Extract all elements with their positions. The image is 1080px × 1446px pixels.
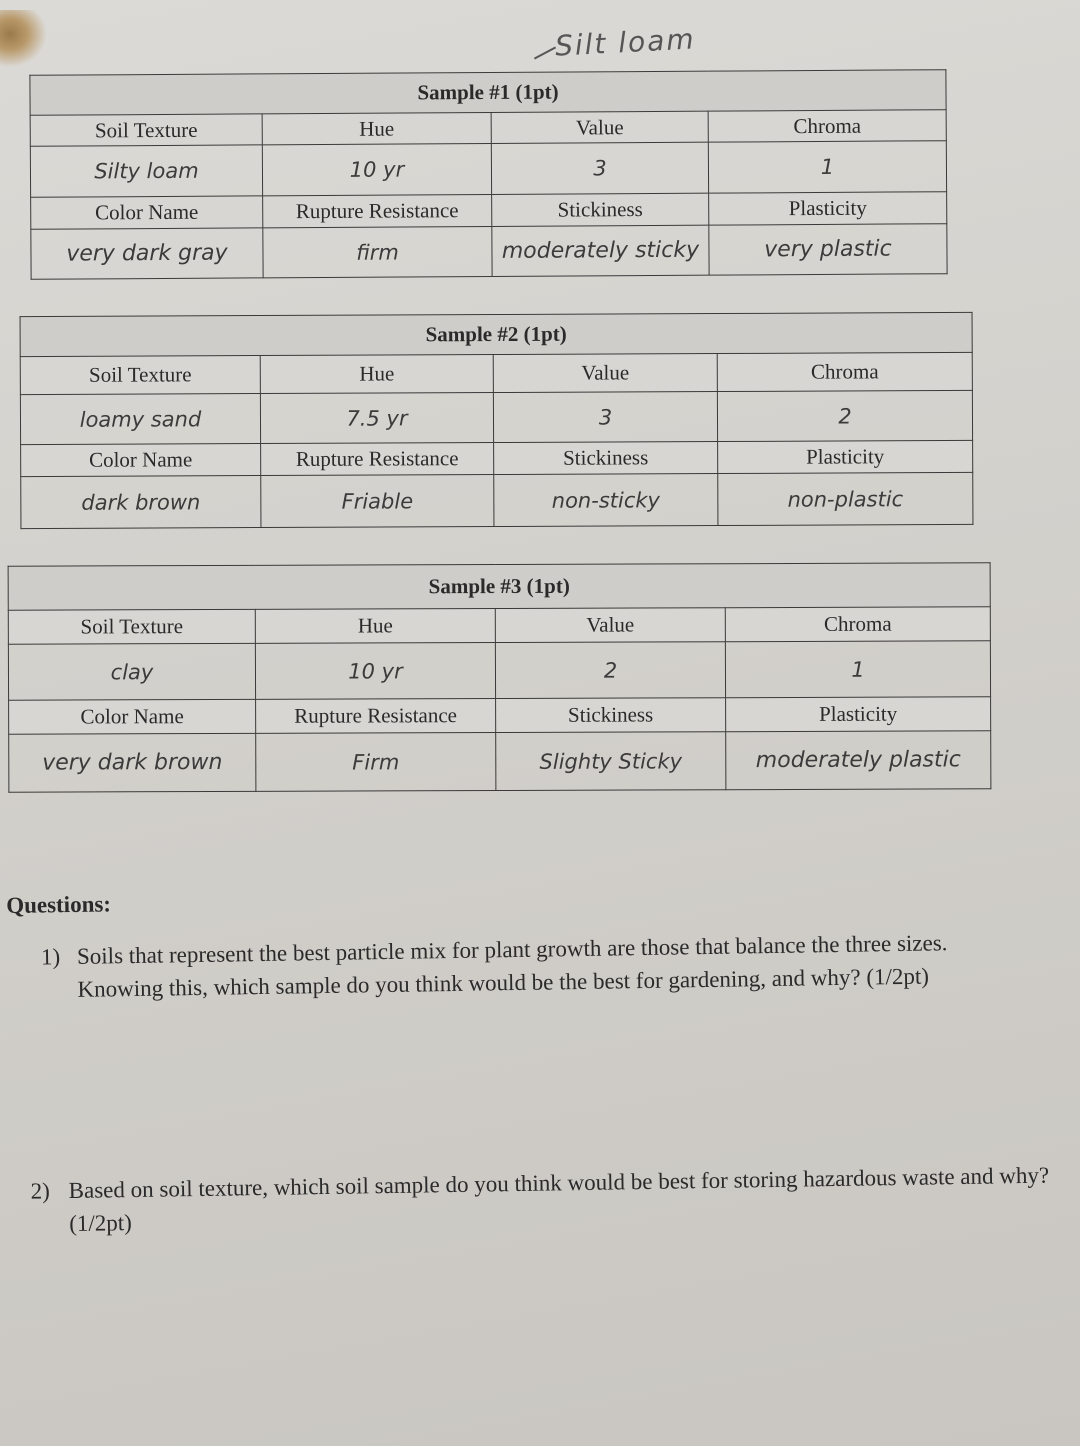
color-name-cell[interactable]: very dark gray: [31, 228, 263, 279]
rupture-resistance-cell[interactable]: Firm: [256, 733, 496, 792]
rupture-resistance-header: Rupture Resistance: [263, 194, 492, 227]
question-text: Soils that represent the best particle mix for plant growth are those that balance the three sizes. Knowing this, which sample do you think would be the best for gardening, and why? (1/2pt): [76, 930, 948, 1002]
soil-texture-header: Soil Texture: [30, 114, 262, 146]
question-number: 1): [40, 944, 61, 970]
value-cell[interactable]: 3: [493, 392, 717, 443]
plasticity-header: Plasticity: [709, 192, 947, 225]
paper-stain: [0, 10, 50, 70]
color-name-cell[interactable]: very dark brown: [9, 733, 256, 792]
color-name-header: Color Name: [9, 699, 256, 734]
soil-texture-header: Soil Texture: [8, 609, 255, 644]
annotation-tick: [534, 46, 556, 59]
stickiness-cell[interactable]: non-sticky: [494, 474, 718, 527]
chroma-header: Chroma: [717, 352, 972, 391]
sample-1-table: [29, 69, 947, 280]
stickiness-header: Stickiness: [496, 698, 726, 733]
value-header: Value: [495, 608, 725, 643]
plasticity-cell[interactable]: very plastic: [709, 224, 947, 275]
soil-texture-cell[interactable]: Silty loam: [30, 145, 262, 197]
sample-3-table: [8, 562, 992, 792]
plasticity-cell[interactable]: non-plastic: [718, 472, 973, 525]
hue-header: Hue: [255, 609, 495, 644]
questions-section: [6, 876, 1071, 1241]
value-cell[interactable]: 3: [491, 142, 708, 194]
stickiness-header: Stickiness: [494, 442, 718, 475]
plasticity-header: Plasticity: [726, 697, 991, 732]
color-name-header: Color Name: [31, 196, 263, 229]
question-number: 2): [30, 1178, 51, 1204]
soil-texture-cell[interactable]: clay: [8, 643, 255, 700]
soil-texture-header: Soil Texture: [20, 356, 260, 395]
value-header: Value: [493, 354, 717, 393]
stickiness-header: Stickiness: [492, 193, 709, 226]
hue-cell[interactable]: 7.5 yr: [260, 393, 493, 444]
soil-texture-cell[interactable]: loamy sand: [20, 394, 260, 445]
rupture-resistance-header: Rupture Resistance: [256, 699, 496, 734]
chroma-cell[interactable]: 2: [717, 390, 972, 441]
value-cell[interactable]: 2: [495, 642, 725, 699]
sample-title: Sample #1 (1pt): [30, 70, 946, 116]
rupture-resistance-header: Rupture Resistance: [261, 443, 494, 476]
handwritten-annotation: Silt loam: [554, 22, 697, 63]
questions-heading: Questions:: [6, 891, 112, 918]
sample-title: Sample #3 (1pt): [8, 563, 990, 610]
value-header: Value: [491, 111, 708, 143]
plasticity-header: Plasticity: [718, 440, 973, 473]
rupture-resistance-cell[interactable]: Friable: [261, 475, 494, 528]
hue-cell[interactable]: 10 yr: [262, 143, 491, 195]
hue-cell[interactable]: 10 yr: [255, 643, 495, 700]
hue-header: Hue: [262, 112, 491, 144]
color-name-header: Color Name: [21, 444, 261, 477]
chroma-header: Chroma: [708, 110, 946, 142]
hue-header: Hue: [260, 355, 493, 394]
question-2: [30, 1159, 1054, 1241]
color-name-cell[interactable]: dark brown: [21, 476, 261, 529]
plasticity-cell[interactable]: moderately plastic: [726, 731, 991, 790]
question-text: Based on soil texture, which soil sample do you think would be best for storing hazardous waste and why? (1/2pt): [68, 1162, 1050, 1237]
chroma-cell[interactable]: 1: [708, 141, 946, 193]
stickiness-cell[interactable]: Slighty Sticky: [496, 732, 726, 791]
stickiness-cell[interactable]: moderately sticky: [492, 225, 709, 276]
sample-2-table: [20, 312, 974, 529]
sample-title: Sample #2 (1pt): [20, 312, 972, 356]
question-1: [41, 925, 1008, 1006]
chroma-header: Chroma: [725, 607, 990, 642]
rupture-resistance-cell[interactable]: firm: [263, 226, 492, 277]
chroma-cell[interactable]: 1: [725, 641, 990, 698]
